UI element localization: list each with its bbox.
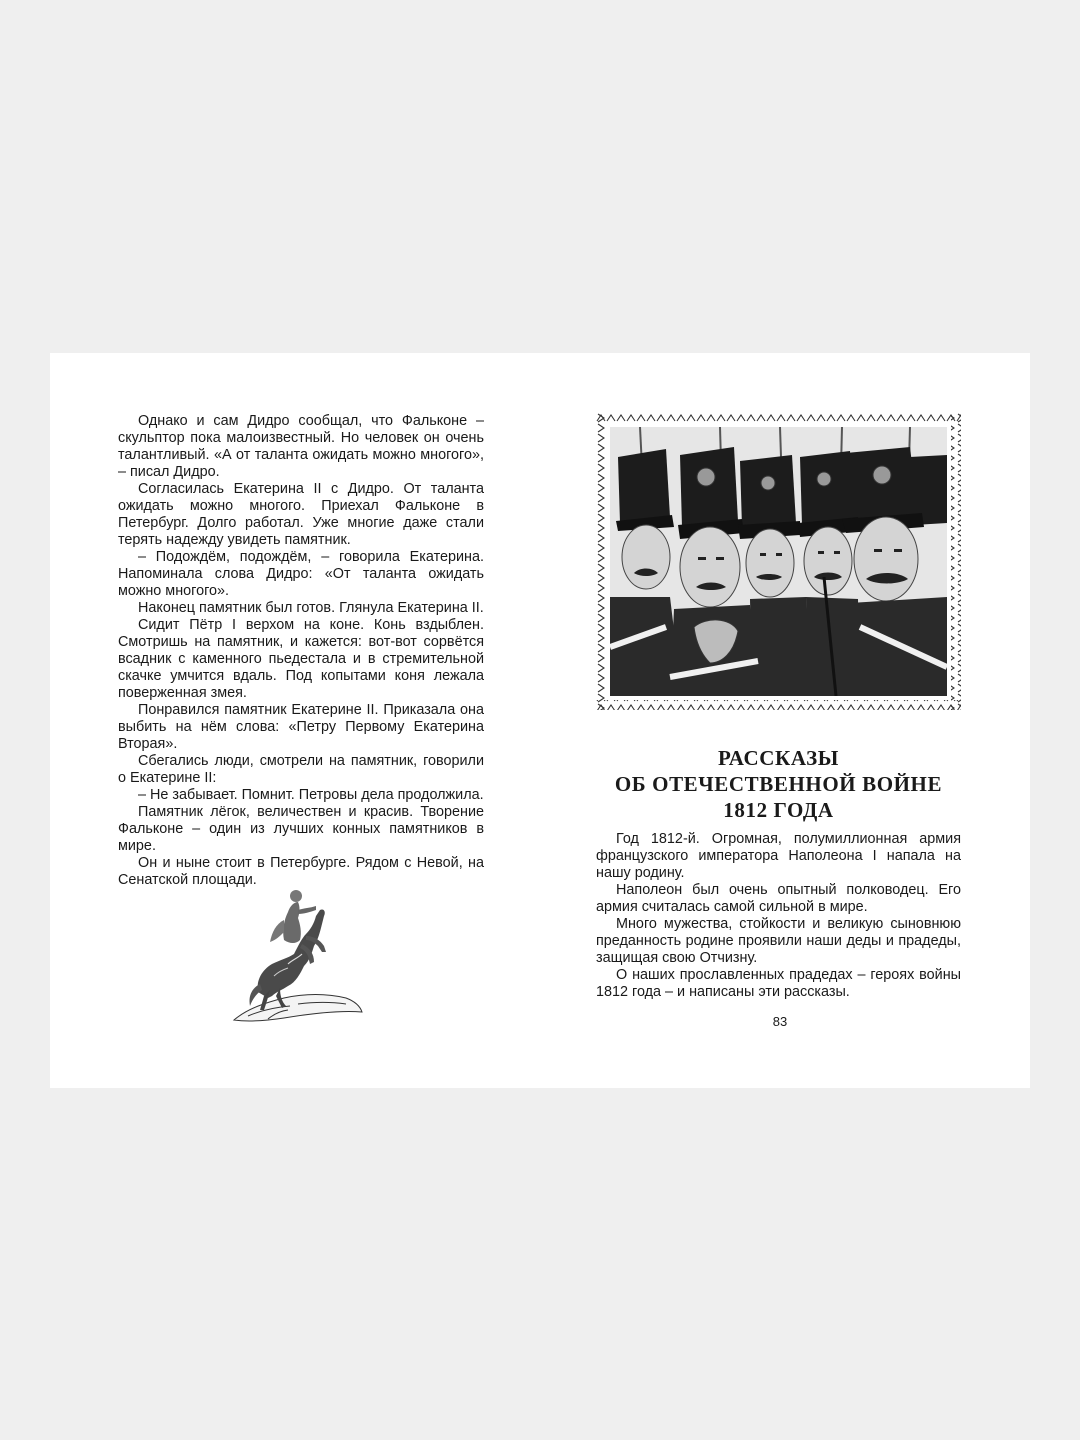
soldiers-illustration <box>610 427 947 696</box>
ornamental-frame <box>596 413 961 710</box>
paragraph: Наконец памятник был готов. Глянула Екатерина II. <box>138 600 484 616</box>
paragraph: Понравился памятник Екатерине II. Приказала она выбить на нём слова: «Петру Первому Екатерина Вторая». <box>118 702 484 752</box>
paragraph: Год 1812-й. Огромная, полумиллионная армия французского императора Наполеона I напала на нашу родину. <box>596 831 961 881</box>
paragraph: Памятник лёгок, величествен и красив. Творение Фальконе – один из лучших конных памятников в мире. <box>118 804 484 854</box>
heading-line: 1812 ГОДА <box>723 798 834 822</box>
paragraph: Согласилась Екатерина II с Дидро. От таланта ожидать можно многого. Приехал Фальконе в Петербург. Долго работал. Уже многие даже стали терять надежду увидеть памятник. <box>118 481 484 548</box>
heading-line: ОБ ОТЕЧЕСТВЕННОЙ ВОЙНЕ <box>614 772 943 796</box>
left-page-text <box>118 413 484 889</box>
horseman-statue-illustration <box>228 880 368 1028</box>
paragraph: О наших прославленных прадедах – героях войны 1812 года – и написаны эти рассказы. <box>596 967 961 1000</box>
paragraph: – Не забывает. Помнит. Петровы дела продолжила. <box>138 787 484 803</box>
paragraph: Он и ныне стоит в Петербурге. Рядом с Невой, на Сенатской площади. <box>118 855 484 888</box>
paragraph: – Подождём, подождём, – говорила Екатерина. Напоминала слова Дидро: «От таланта ожидать можно многого». <box>118 549 484 599</box>
book-spread <box>50 353 1030 1088</box>
paragraph: Много мужества, стойкости и великую сыновнюю преданность родине проявили наши деды и прадеды, защищая свою Отчизну. <box>596 916 961 966</box>
paragraph: Сбегались люди, смотрели на памятник, говорили о Екатерине II: <box>118 753 484 786</box>
page-number: 83 <box>772 1014 788 1029</box>
paragraph: Однако и сам Дидро сообщал, что Фальконе – скульптор пока малоизвестный. Но человек он очень талантливый. «А от таланта ожидать можно многого», – писал Дидро. <box>118 413 484 480</box>
paragraph: Сидит Пётр I верхом на коне. Конь вздыблен. Смотришь на памятник, и кажется: вот-вот сорвётся всадник с каменного пьедестала и в стремительной скачке умчится вдаль. Под копытами коня лежала поверженная змея. <box>118 617 484 701</box>
right-page-text <box>596 831 961 1001</box>
paragraph: Наполеон был очень опытный полководец. Его армия считалась самой сильной в мире. <box>596 882 961 915</box>
heading-line: РАССКАЗЫ <box>718 746 839 770</box>
chapter-heading <box>596 745 961 823</box>
